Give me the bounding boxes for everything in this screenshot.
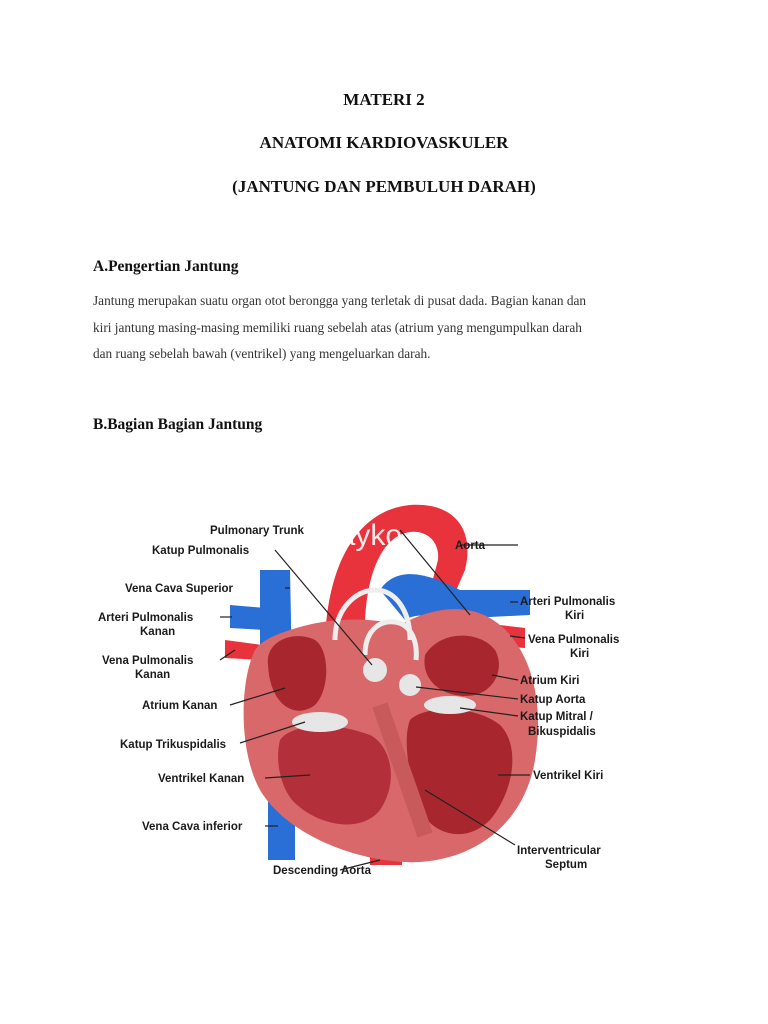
paragraph-line: dan ruang sebelah bawah (ventrikel) yang mengeluarkan darah. (93, 346, 431, 361)
label-interventricular: Interventricular (517, 845, 601, 857)
document-title-anatomi: ANATOMI KARDIOVASKULER (259, 133, 509, 152)
heart-diagram (80, 490, 690, 890)
label-ventrikel-kiri: Ventrikel Kiri (533, 770, 604, 782)
mitral-valve (424, 696, 476, 714)
label-vena-pulmonalis-kiri-2: Kiri (570, 648, 590, 660)
heart-anatomy-figure (80, 490, 690, 890)
right-pulmonary-artery (230, 605, 265, 630)
pulmonary-valve (363, 658, 387, 682)
label-atrium-kiri: Atrium Kiri (520, 675, 580, 687)
label-vena-pulmonalis-kiri: Vena Pulmonalis (528, 634, 620, 646)
label-katup-pulmonalis: Katup Pulmonalis (152, 545, 250, 557)
label-vena-cava-inferior: Vena Cava inferior (142, 821, 243, 833)
paragraph-line: Jantung merupakan suatu organ otot berongga yang terletak di pusat dada. Bagian kanan dan (93, 293, 587, 308)
label-pulmonary-trunk: Pulmonary Trunk (210, 525, 304, 537)
label-interventricular-2: Septum (545, 859, 588, 871)
label-arteri-pulmonalis-kanan-2: Kanan (140, 626, 176, 638)
label-vena-pulmonalis-kanan-2: Kanan (135, 669, 171, 681)
label-arteri-pulmonalis-kiri-2: Kiri (565, 610, 585, 622)
watermark-text: nayko (322, 519, 403, 552)
section-a-heading: A.Pengertian Jantung (93, 258, 239, 275)
aortic-valve (399, 674, 421, 696)
label-ventrikel-kanan: Ventrikel Kanan (158, 773, 245, 785)
section-a-paragraph (93, 288, 675, 368)
label-vena-cava-superior: Vena Cava Superior (125, 583, 234, 595)
label-arteri-pulmonalis-kiri: Arteri Pulmonalis (520, 596, 616, 608)
label-descending-aorta: Descending Aorta (273, 865, 371, 877)
section-b-heading: B.Bagian Bagian Jantung (93, 416, 263, 433)
label-katup-trikuspidalis: Katup Trikuspidalis (120, 739, 227, 751)
label-katup-mitral: Katup Mitral / (520, 711, 593, 723)
label-katup-mitral-2: Bikuspidalis (528, 726, 596, 738)
document-title-materi: MATERI 2 (343, 90, 425, 109)
label-vena-pulmonalis-kanan: Vena Pulmonalis (102, 655, 194, 667)
paragraph-line: kiri jantung masing-masing memiliki ruang sebelah atas (atrium yang mengumpulkan darah (93, 319, 582, 335)
label-atrium-kanan: Atrium Kanan (142, 700, 218, 712)
tricuspid-valve (292, 712, 348, 732)
label-katup-aorta: Katup Aorta (520, 694, 586, 706)
label-aorta: Aorta (455, 540, 486, 552)
label-arteri-pulmonalis-kanan: Arteri Pulmonalis (98, 612, 194, 624)
document-title-subtitle: (JANTUNG DAN PEMBULUH DARAH) (232, 177, 536, 196)
